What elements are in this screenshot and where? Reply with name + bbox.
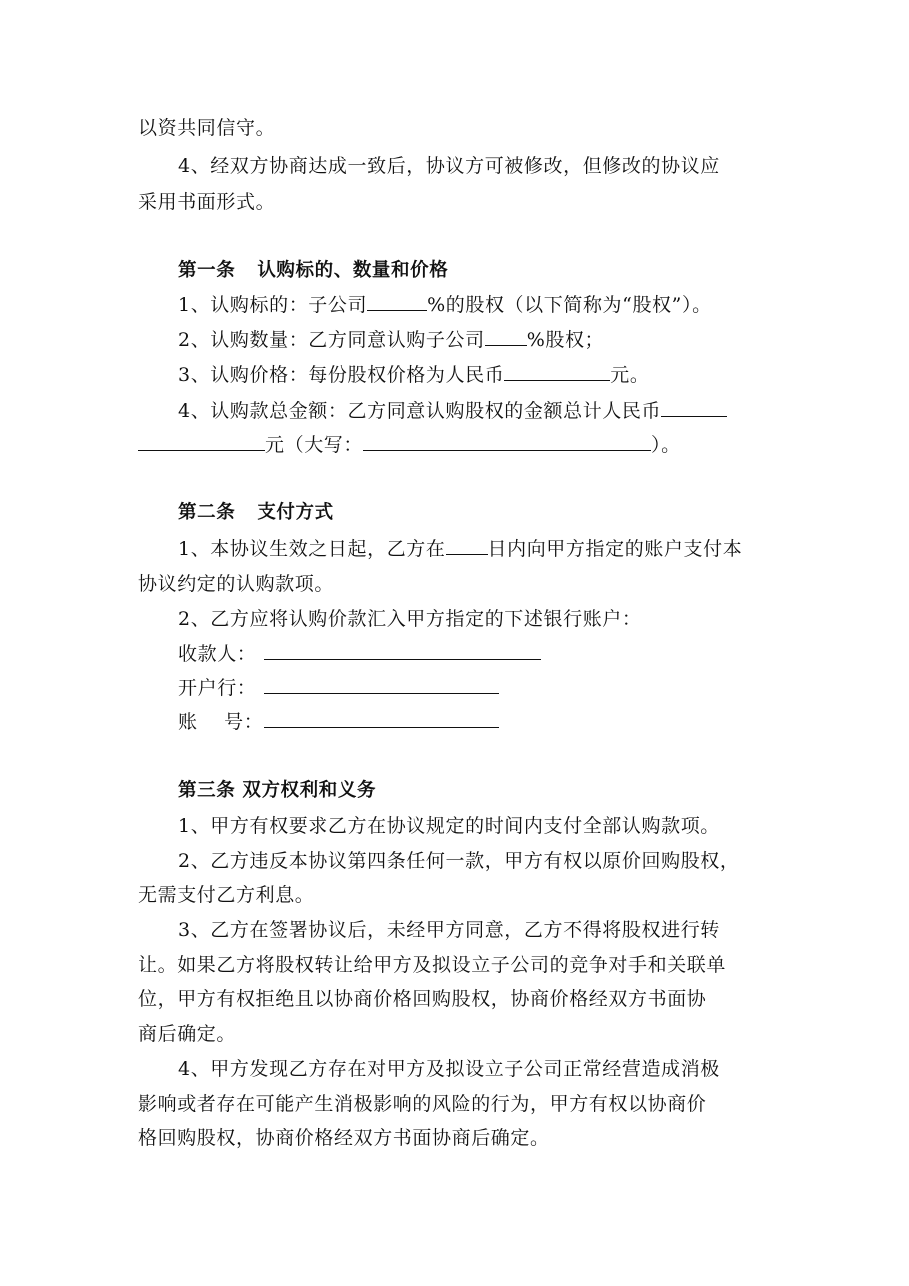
paragraph-line: 采用书面形式。 [138, 191, 276, 213]
paragraph-line: 以资共同信守。 [138, 117, 276, 139]
article-1-heading [178, 258, 448, 284]
paragraph-line: 无需支付乙方利息。 [138, 884, 315, 906]
item-text: 元。 [610, 364, 650, 386]
item-text: 元（大写： [265, 434, 364, 456]
article-1-item-2 [178, 327, 604, 353]
item-text: ）。 [651, 434, 681, 456]
article-3-item-2: 2、乙方违反本协议第四条任何一款，甲方有权以原价回购股权， [178, 850, 740, 872]
fill-blank[interactable] [138, 432, 265, 451]
item-text: 3、认购价格：每份股权价格为人民币 [178, 364, 505, 386]
article-1-item-3 [178, 362, 650, 388]
payee-label: 收款人： [178, 643, 257, 665]
article-1-item-4 [178, 398, 727, 424]
article-2-item-2: 2、乙方应将认购价款汇入甲方指定的下述银行账户： [178, 608, 642, 630]
payee-row [178, 641, 541, 667]
article-3-item-4: 4、甲方发现乙方存在对甲方及拟设立子公司正常经营造成消极 [178, 1058, 720, 1080]
article-title: 支付方式 [257, 502, 334, 523]
bank-row [178, 675, 499, 701]
paragraph-line: 让。如果乙方将股权转让给甲方及拟设立子公司的竞争对手和关联单 [138, 954, 727, 976]
fill-blank[interactable] [504, 362, 610, 381]
item-text: %股权； [526, 329, 605, 351]
article-number: 第一条 [178, 260, 236, 281]
item-text: 日内向甲方指定的账户支付本 [487, 538, 743, 560]
item-text: 4、认购款总金额：乙方同意认购股权的金额总计人民币 [178, 400, 662, 422]
article-1-item-1 [178, 292, 712, 318]
bank-field[interactable] [264, 675, 499, 694]
article-title: 认购标的、数量和价格 [257, 260, 449, 281]
account-field[interactable] [264, 709, 499, 728]
article-number: 第二条 [178, 502, 236, 523]
article-2-heading [178, 500, 334, 526]
fill-blank[interactable] [367, 292, 427, 311]
account-label: 账 号： [178, 711, 264, 733]
bank-label: 开户行： [178, 677, 257, 699]
account-row [178, 709, 499, 735]
paragraph-line: 位，甲方有权拒绝且以协商价格回购股权，协商价格经双方书面协 [138, 988, 707, 1010]
article-2-item-1 [178, 536, 742, 562]
fill-blank[interactable] [363, 432, 651, 451]
fill-blank[interactable] [661, 398, 727, 417]
article-1-item-4-cont [138, 432, 681, 458]
paragraph-line: 影响或者存在可能产生消极影响的风险的行为，甲方有权以协商价 [138, 1093, 707, 1115]
paragraph-line: 格回购股权，协商价格经双方书面协商后确定。 [138, 1127, 550, 1149]
fill-blank[interactable] [446, 536, 488, 555]
article-3-item-3: 3、乙方在签署协议后，未经甲方同意，乙方不得将股权进行转 [178, 919, 720, 941]
paragraph-line: 协议约定的认购款项。 [138, 573, 335, 595]
payee-field[interactable] [264, 641, 541, 660]
fill-blank[interactable] [485, 327, 527, 346]
item-text: %的股权（以下简称为“股权”）。 [427, 294, 712, 316]
paragraph-line: 商后确定。 [138, 1023, 237, 1045]
item-text: 1、本协议生效之日起，乙方在 [178, 538, 446, 560]
item-text: 2、认购数量：乙方同意认购子公司 [178, 329, 485, 351]
article-3-item-1: 1、甲方有权要求乙方在协议规定的时间内支付全部认购款项。 [178, 815, 720, 837]
article-3-heading: 第三条 双方权利和义务 [178, 780, 377, 801]
paragraph-line: 4、经双方协商达成一致后，协议方可被修改，但修改的协议应 [178, 155, 720, 177]
item-text: 1、认购标的：子公司 [178, 294, 368, 316]
